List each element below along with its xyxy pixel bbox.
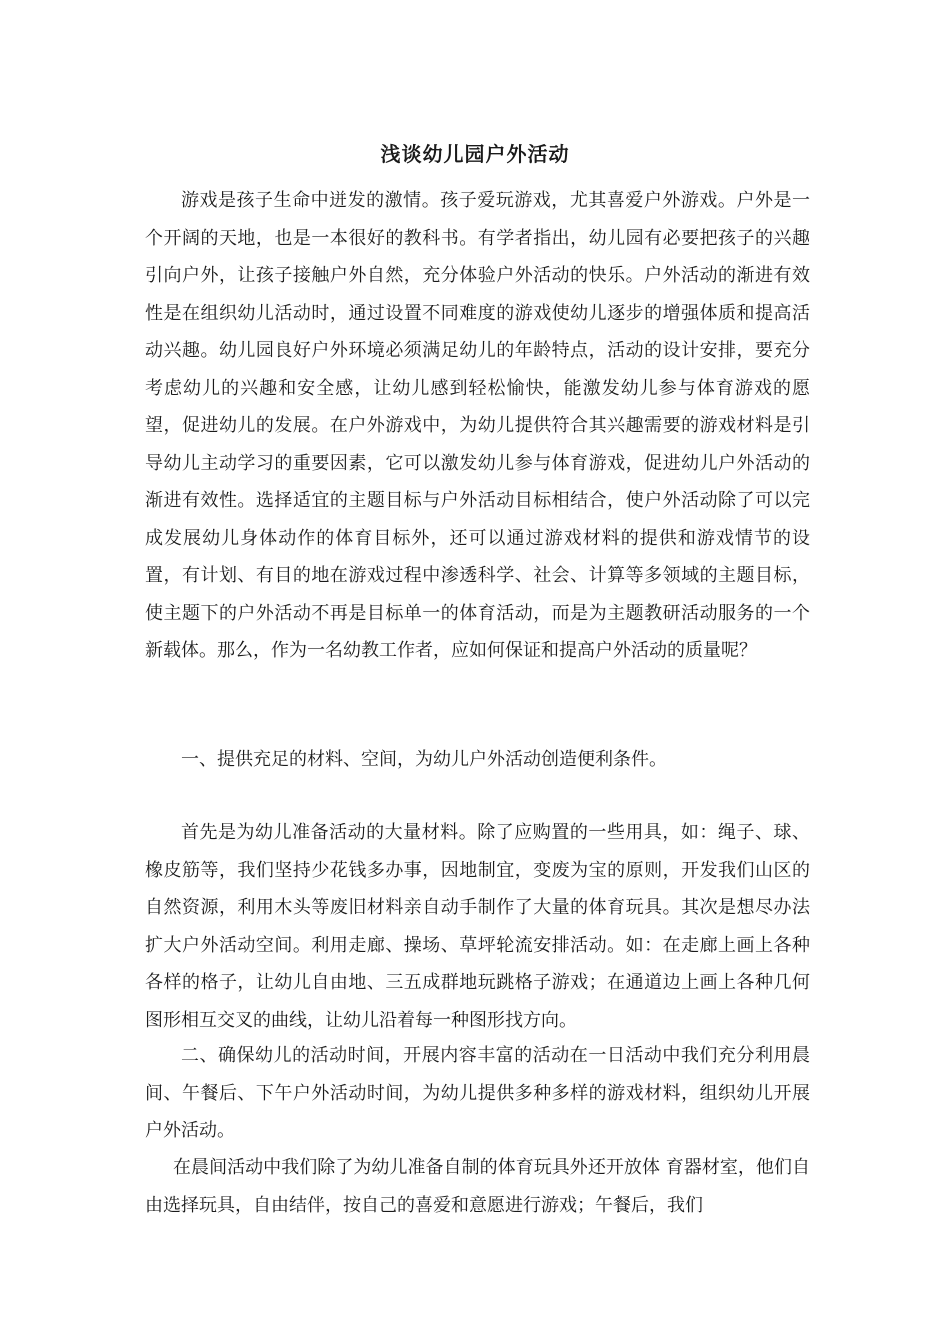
section-heading-two: 二、确保幼儿的活动时间，开展内容丰富的活动在一日活动中我们充分利用晨间、午餐后、下午户外活动时间，为幼儿提供多种多样的游戏材料，组织幼儿开展户外活动。 bbox=[145, 1045, 810, 1141]
paragraph-intro: 游戏是孩子生命中迸发的激情。孩子爱玩游戏，尤其喜爱户外游戏。户外是一个开阔的天地，也是一本很好的教科书。有学者指出，幼儿园有必要把孩子的兴趣引向户外，让孩子接触户外自然，充分体验户外活动的快乐。户外活动的渐进有效性是在组织幼儿活动时，通过设置不同难度的游戏使幼儿逐步的增强体质和提高活动兴趣。幼儿园良好户外环境必须满足幼儿的年龄特点，活动的设计安排，要充分考虑幼儿的兴趣和安全感，让幼儿感到轻松愉快，能激发幼儿参与体育游戏的愿望，促进幼儿的发展。在户外游戏中，为幼儿提供符合其兴趣需要的游戏材料是引导幼儿主动学习的重要因素，它可以激发幼儿参与体育游戏，促进幼儿户外活动的渐进有效性。选择适宜的主题目标与户外活动目标相结合，使户外活动除了可以完成发展幼儿身体动作的体育目标外，还可以通过游戏材料的提供和游戏情节的设置，有计划、有目的地在游戏过程中渗透科学、社会、计算等多领域的主题目标，使主题下的户外活动不再是目标单一的体育活动，而是为主题教研活动服务的一个新载体。那么，作为一名幼教工作者，应如何保证和提高户外活动的质量呢？ bbox=[145, 190, 810, 661]
section-heading-one: 一、提供充足的材料、空间，为幼儿户外活动创造便利条件。 bbox=[181, 749, 667, 770]
paragraph-morning-activities: 在晨间活动中我们除了为幼儿准备自制的体育玩具外还开放体 育器材室，他们自由选择玩具，自由结伴，按自己的喜爱和意愿进行游戏；午餐后，我们 bbox=[145, 1157, 810, 1216]
paragraph-materials: 首先是为幼儿准备活动的大量材料。除了应购置的一些用具，如：绳子、球、橡皮筋等，我们坚持少花钱多办事，因地制宜，变废为宝的原则，开发我们山区的自然资源，利用木头等废旧材料亲自动手制作了大量的体育玩具。其次是想尽办法扩大户外活动空间。利用走廊、操场、草坪轮流安排活动。如：在走廊上画上各种各样的格子，让幼儿自由地、三五成群地玩跳格子游戏；在通道边上画上各种几何图形相互交叉的曲线，让幼儿沿着每一种图形找方向。 bbox=[145, 822, 810, 1031]
document-title: 浅谈幼儿园户外活动 bbox=[380, 142, 570, 166]
